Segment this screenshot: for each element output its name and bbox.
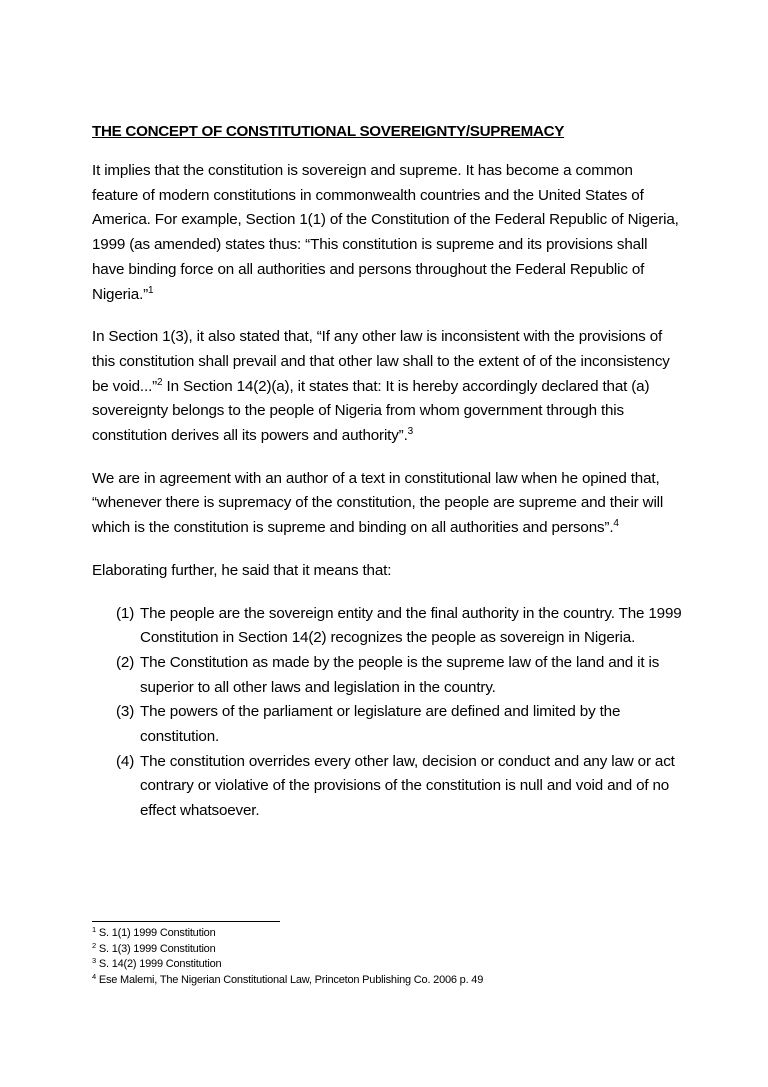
footnote: $^2$ S. 1(3) 1999 Constitution bbox=[92, 940, 216, 955]
footnote: $^1$ S. 1(1) 1999 Constitution bbox=[92, 925, 216, 939]
list-item: (4) The constitution overrides every other law, decision or conduct and any law or act contrary or violative of the provisions of the constitution is null and void and of no effect whatsoever. bbox=[116, 752, 675, 820]
numbered-list bbox=[92, 602, 682, 824]
footnotes bbox=[92, 921, 692, 988]
document-body bbox=[92, 122, 682, 824]
list-item: (3) The powers of the parliament or legislature are defined and limited by the constitution. bbox=[116, 703, 621, 746]
footnote: $^4$ Ese Malemi, The Nigerian Constitutional Law, Princeton Publishing Co. 2006 p. 49 bbox=[92, 971, 484, 986]
footnote-ref[interactable]: 3 bbox=[407, 426, 414, 438]
list-item: (2) The Constitution as made by the people is the supreme law of the land and it is superior to all other laws and legislation in the country. bbox=[116, 653, 660, 696]
paragraph-1: It implies that the constitution is sovereign and supreme. It has become a common feature of modern constitutions in commonwealth countries and the United States of America. For example, Section 1(1) of the Constitution of the Federal Republic of Nigeria, 1999 (as amended) states thus: “This constitution is supreme and its provisions shall have binding force on all authorities and persons throughout the Federal Republic of Nigeria.”$^1$ bbox=[92, 162, 679, 303]
section-title: THE CONCEPT OF CONSTITUTIONAL SOVEREIGNTY/SUPREMACY bbox=[92, 123, 565, 140]
list-item: (1) The people are the sovereign entity and the final authority in the country. The 1999 Constitution in Section 14(2) recognizes the people as sovereign in Nigeria. bbox=[116, 604, 682, 647]
footnote: $^3$ S. 14(2) 1999 Constitution bbox=[92, 956, 222, 970]
footnote-ref[interactable]: 4 bbox=[613, 518, 619, 530]
paragraph-3: We are in agreement with an author of a text in constitutional law when he opined that, “whenever there is supremacy of the constitution, the people are supreme and their will which is the constitution is supreme and binding on all authorities and persons”.$^4$ bbox=[92, 469, 664, 537]
footnote-separator bbox=[92, 921, 280, 922]
paragraph-2: In Section 1(3), it also stated that, “If any other law is inconsistent with the provisions of this constitution shall prevail and that other law shall to the extent of of the inconsistency be void...”$^2$ In Section 14(2)(a), it states that: It is hereby accordingly declared that (a) sovereignty belongs to the people of Nigeria from whom government through this constitution derives all its powers and authority”.$^3$ bbox=[92, 328, 670, 445]
footnote-ref[interactable]: 2 bbox=[157, 376, 163, 388]
footnote-ref[interactable]: 1 bbox=[148, 284, 154, 296]
paragraph-4: Elaborating further, he said that it means that: bbox=[92, 561, 392, 579]
